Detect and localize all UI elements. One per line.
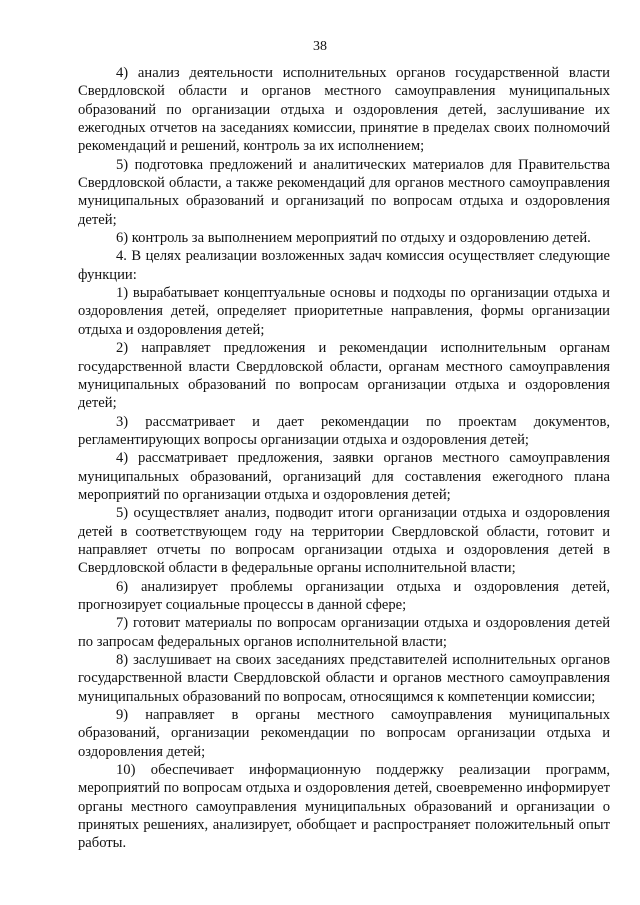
paragraph-function-6: 6) анализирует проблемы организации отдыха и оздоровления детей, прогнозирует социальные процессы в данной сфере; — [78, 578, 610, 613]
paragraph-item-5-proposals: 5) подготовка предложений и аналитических материалов для Правительства Свердловской области, а также рекомендаций для органов местного самоуправления муниципальных образований и организаций по вопросам отдыха и оздоровления детей; — [78, 156, 610, 228]
paragraph-function-3: 3) рассматривает и дает рекомендации по проектам документов, регламентирующих вопросы организации отдыха и оздоровления детей; — [78, 413, 610, 448]
paragraph-function-10: 10) обеспечивает информационную поддержку реализации программ, мероприятий по вопросам отдыха и оздоровления детей, своевременно информирует органы местного самоуправления муниципальных образований и организации о принятых решениях, анализирует, обобщает и распространяет положительный опыт работы. — [78, 762, 610, 852]
paragraph-function-1: 1) вырабатывает концептуальные основы и подходы по организации отдыха и оздоровления детей, определяет приоритетные направления, формы организации отдыха и оздоровления детей; — [78, 285, 610, 338]
paragraph-item-4-analysis: 4) анализ деятельности исполнительных органов государственной власти Свердловской области и органов местного самоуправления муниципальных образований по организации отдыха и оздоровления детей, заслушивание их ежегодных отчетов на заседаниях комиссии, принятие в пределах своих полномочий рекомендаций и решений, контроль за их исполнением; — [78, 65, 610, 155]
paragraph-function-2: 2) направляет предложения и рекомендации исполнительным органам государственной власти Свердловской области, органам местного самоуправления муниципальных образований по вопросам организации отдыха и оздоровления детей; — [78, 340, 610, 412]
page-number: 38 — [313, 39, 327, 54]
paragraph-function-7: 7) готовит материалы по вопросам организации отдыха и оздоровления детей по запросам федеральных органов исполнительной власти; — [78, 615, 610, 650]
paragraph-section-4-functions: 4. В целях реализации возложенных задач комиссия осуществляет следующие функции: — [78, 248, 610, 283]
paragraph-function-5: 5) осуществляет анализ, подводит итоги организации отдыха и оздоровления детей в соответствующем году на территории Свердловской области, готовит и направляет отчеты по вопросам организации отдыха и оздоровления детей в Свердловской области в федеральные органы исполнительной власти; — [78, 505, 610, 577]
paragraph-function-9: 9) направляет в органы местного самоуправления муниципальных образований, организации рекомендации по вопросам организации отдыха и оздоровления детей; — [78, 707, 610, 760]
document-body — [78, 64, 610, 853]
paragraph-item-6-control: 6) контроль за выполнением мероприятий по отдыху и оздоровлению детей. — [116, 230, 591, 247]
paragraph-function-8: 8) заслушивает на своих заседаниях представителей исполнительных органов государственной власти Свердловской области и органов местного самоуправления муниципальных образований по вопросам, относящимся к компетенции комиссии; — [78, 652, 610, 705]
paragraph-function-4: 4) рассматривает предложения, заявки органов местного самоуправления муниципальных образований, организаций для составления ежегодного плана мероприятий по организации отдыха и оздоровления детей; — [78, 450, 610, 503]
